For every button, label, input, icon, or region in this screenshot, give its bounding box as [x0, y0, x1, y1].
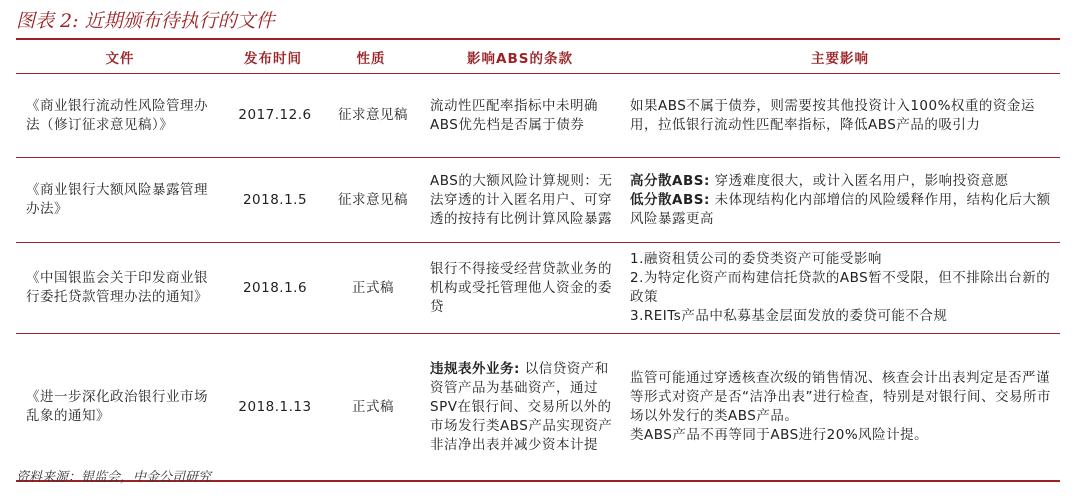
nature-cell: 正式稿: [322, 243, 420, 334]
nature-cell: 征求意见稿: [322, 74, 420, 158]
header-date: 发布时间: [224, 40, 322, 74]
impact-cell: 如果ABS不属于债券，则需要按其他投资计入100%权重的资金运用，拉低银行流动性匹配率指标，降低ABS产品的吸引力: [620, 74, 1060, 158]
impact-text: 穿透难度很大，或计入匿名用户，影响投资意愿: [714, 172, 1009, 189]
clause-cell: 银行不得接受经营贷款业务的机构或受托管理他人资金的委贷: [420, 243, 620, 334]
table-row: [16, 243, 1060, 334]
header-clause: 影响ABS的条款: [420, 40, 620, 74]
impact-text: 未体现结构化内部增信的风险缓释作用，结构化后大额风险暴露更高: [630, 191, 1051, 227]
clause-cell: ABS的大额风险计算规则：无法穿透的计入匿名用户、可穿透的按持有比例计算风险暴露: [420, 158, 620, 243]
impact-cell: [620, 243, 1060, 334]
clause-cell: [420, 334, 620, 482]
table-header-row: [16, 40, 1060, 74]
date-cell: 2017.12.6: [224, 74, 322, 158]
date-cell: 2018.1.5: [224, 158, 322, 243]
impact-cell: [620, 334, 1060, 482]
document-cell: 《商业银行流动性风险管理办法（修订征求意见稿）》: [16, 74, 224, 158]
clause-label: 违规表外业务:: [430, 360, 520, 377]
date-cell: 2018.1.13: [224, 334, 322, 482]
date-cell: 2018.1.6: [224, 243, 322, 334]
impact-item: [630, 172, 1054, 191]
nature-cell: 正式稿: [322, 334, 420, 482]
table-row: [16, 334, 1060, 482]
impact-item: 类ABS产品不再等同于ABS进行20%风险计提。: [630, 427, 929, 443]
table-row: [16, 158, 1060, 243]
impact-item: 监管可能通过穿透核查次级的销售情况、核查会计出表判定是否严谨等形式对资产是否“洁净出表”进行检查，特别是对银行间、交易所市场以外发行的类ABS产品。: [630, 370, 1051, 424]
document-cell: 《进一步深化政治银行业市场乱象的通知》: [16, 334, 224, 482]
header-document: 文件: [16, 40, 224, 74]
impact-item: [630, 191, 1054, 229]
document-cell: 《中国银监会关于印发商业银行委托贷款管理办法的通知》: [16, 243, 224, 334]
header-nature: 性质: [322, 40, 420, 74]
clause-cell: 流动性匹配率指标中未明确ABS优先档是否属于债券: [420, 74, 620, 158]
impact-label: 高分散ABS:: [630, 172, 710, 189]
header-impact: 主要影响: [620, 40, 1060, 74]
clause-text: 以信贷资产和资管产品为基础资产，通过SPV在银行间、交易所以外的市场发行类ABS产品实现资产非洁净出表并减少资本计提: [430, 360, 613, 453]
impact-cell: [620, 158, 1060, 243]
impact-item: 1.融资租赁公司的委贷类资产可能受影响: [630, 251, 882, 267]
document-cell: 《商业银行大额风险暴露管理办法》: [16, 158, 224, 243]
impact-item: 3.REITs产品中私募基金层面发放的委贷可能不合规: [630, 308, 948, 324]
figure-title: 图表 2: 近期颁布待执行的文件: [16, 10, 275, 32]
source-note: 资料来源：银监会，中金公司研究: [16, 470, 212, 485]
table-row: [16, 74, 1060, 158]
nature-cell: 征求意见稿: [322, 158, 420, 243]
impact-label: 低分散ABS:: [630, 191, 710, 208]
regulation-table: [16, 40, 1060, 482]
impact-item: 2.为特定化资产而构建信托贷款的ABS暂不受限，但不排除出台新的政策: [630, 270, 1051, 305]
